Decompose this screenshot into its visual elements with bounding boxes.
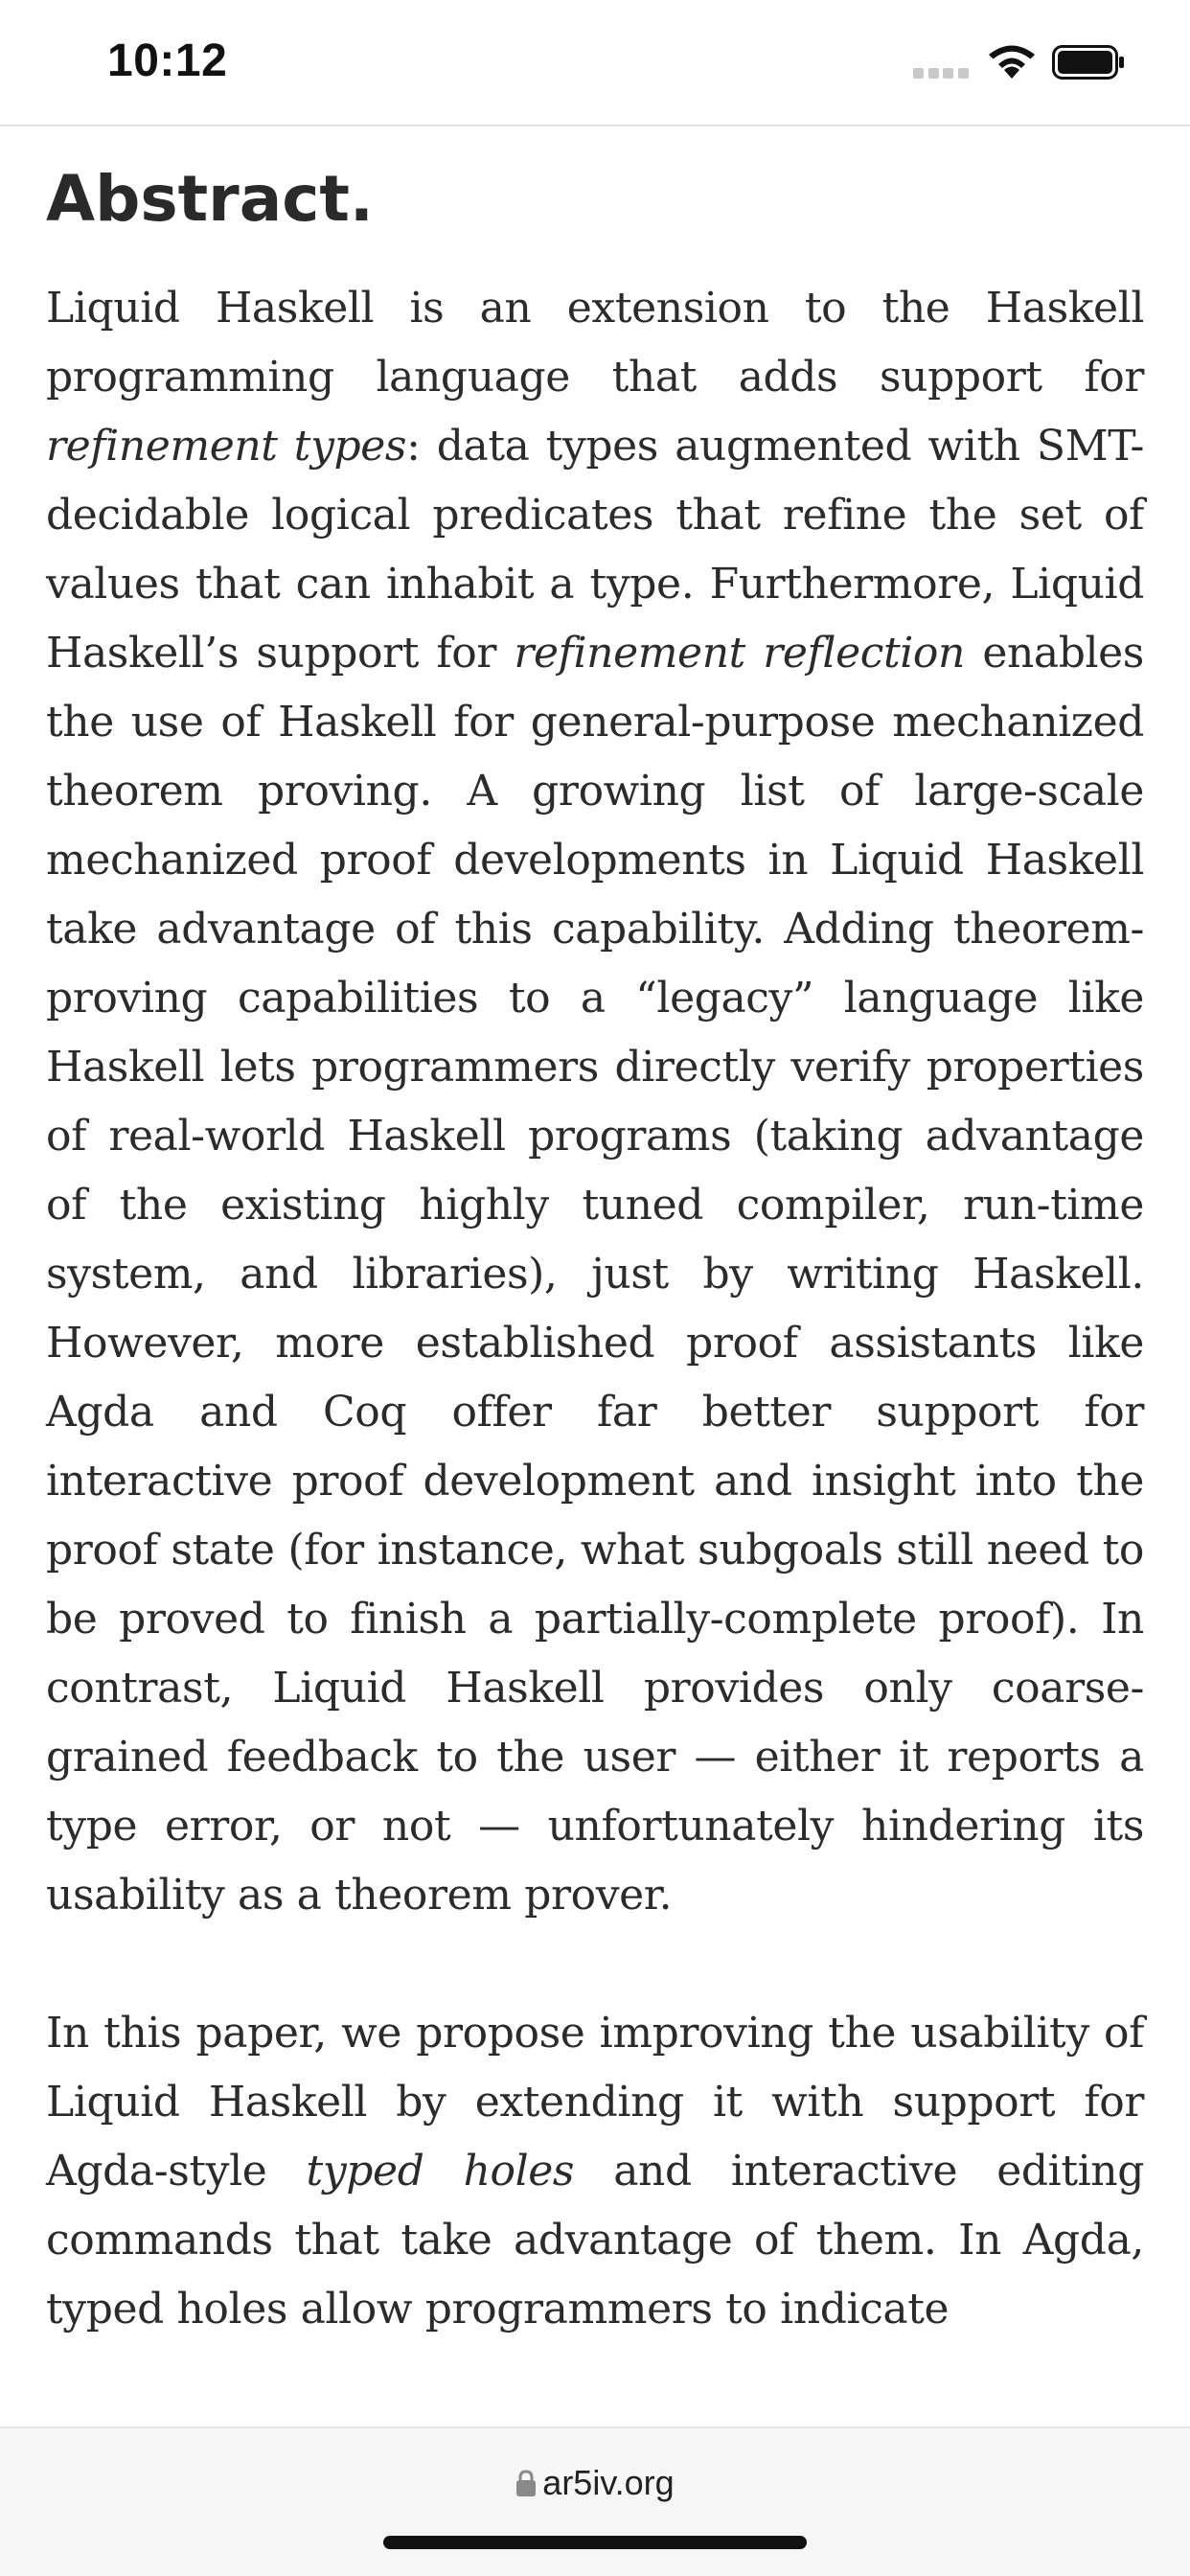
signal-dot — [928, 68, 939, 79]
status-time: 10:12 — [107, 35, 228, 86]
battery-icon — [1052, 45, 1125, 80]
home-indicator[interactable] — [383, 2536, 807, 2549]
emphasis-refinement-reflection: refinement reflection — [514, 629, 965, 678]
paragraph-text: Liquid Haskell is an extension to the Haskell programming language that adds support for — [46, 284, 1144, 402]
lock-icon — [515, 2469, 537, 2497]
paragraph-text: In this paper, we propose improving the usability of Liquid Haskell by extending it with support for Agda-style — [46, 2009, 1144, 2196]
url-text[interactable]: ar5iv.org — [542, 2463, 675, 2502]
paragraph-text: enables the use of Haskell for general-purpose mechanized theorem proving. A growing list of large-scale mechanized proof developments in Liquid Haskell take advantage of this capability. Adding theorem-proving capabilities to a “legacy” language like Haskell lets programmers directly verify properties of real-world Haskell programs (taking advantage of the existing highly tuned compiler, run-time system, and libraries), just by writing Haskell. However, more established proof assistants like Agda and Coq offer far better support for interactive proof development and insight into the proof state (for instance, what subgoals still need to be proved to finish a partially-complete proof). In contrast, Liquid Haskell provides only coarse-grained feedback to the user — either it reports a type error, or not — unfortunately hindering its usability as a theorem prover. — [46, 629, 1144, 1920]
emphasis-typed-holes: typed holes — [306, 2147, 575, 2196]
emphasis-refinement-types: refinement types — [46, 422, 407, 471]
signal-dot — [958, 68, 969, 79]
url-display[interactable] — [0, 2463, 1190, 2503]
signal-dot — [943, 68, 953, 79]
status-bar — [0, 0, 1190, 126]
paragraph-text: and interactive editing commands that take advantage of them. In Agda, typed holes allow programmers to indicate — [46, 2147, 1144, 2334]
abstract-paragraph-2 — [46, 1999, 1144, 2344]
wifi-icon — [985, 42, 1039, 80]
signal-dot — [913, 68, 924, 79]
article-content — [46, 125, 1144, 2344]
signal-icon — [913, 68, 969, 81]
abstract-heading: Abstract. — [46, 162, 374, 236]
address-bar[interactable] — [0, 2426, 1190, 2576]
abstract-paragraph-1 — [46, 274, 1144, 1930]
paragraph-text: : data types augmented with SMT-decidable logical predicates that refine the set of values that can inhabit a type. Furthermore, Liquid Haskell’s support for — [46, 422, 1145, 678]
